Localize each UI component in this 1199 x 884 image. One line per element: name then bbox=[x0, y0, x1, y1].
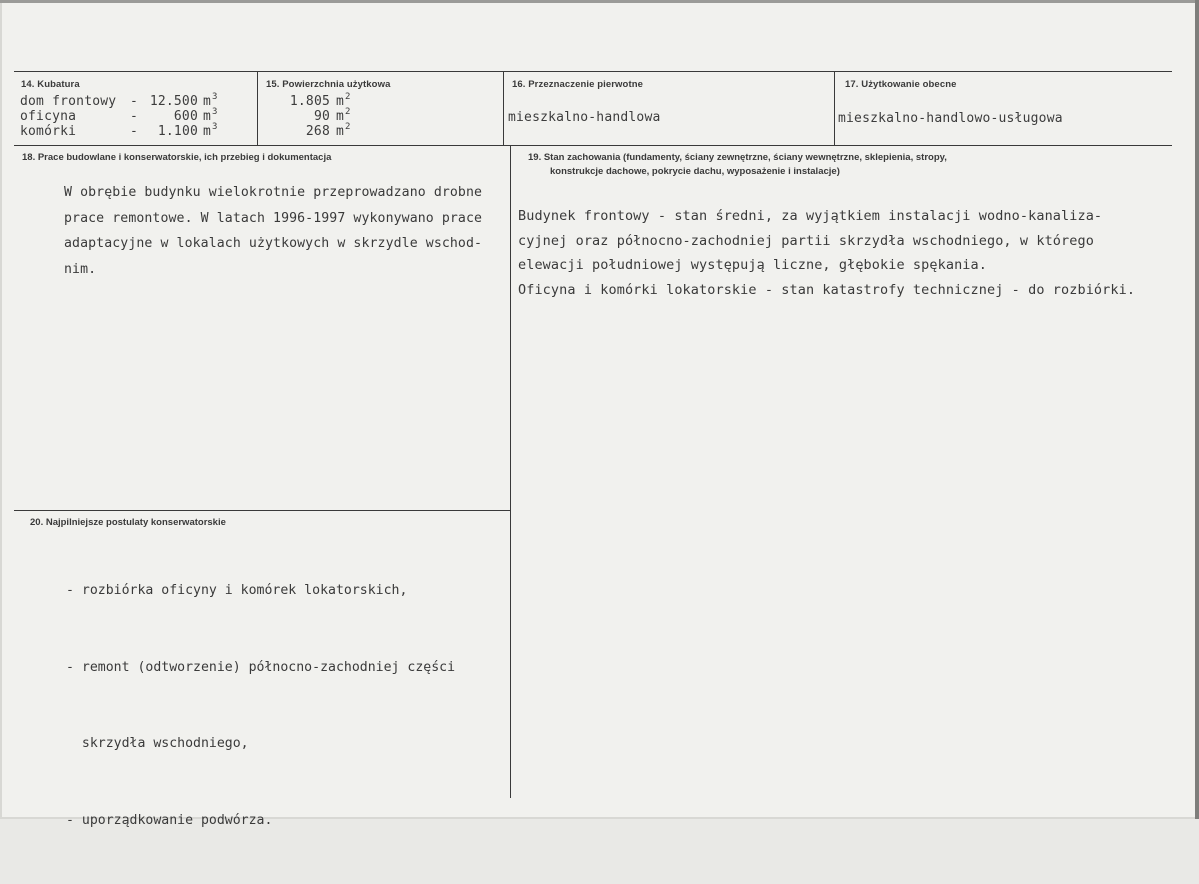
kubatura-dashes bbox=[130, 94, 138, 139]
area-unit: m bbox=[336, 124, 345, 139]
area-values bbox=[268, 94, 330, 139]
rule-col-16-17 bbox=[834, 72, 835, 145]
area-row-value: 90 bbox=[313, 109, 330, 124]
area-row-value: 1.805 bbox=[289, 94, 330, 109]
field-14-header: 14. Kubatura bbox=[21, 79, 80, 90]
list-line: - remont (odtworzenie) północno-zachodniej części bbox=[66, 659, 456, 675]
text-line: prace remontowe. W latach 1996-1997 wykonywano prace bbox=[64, 210, 483, 226]
area-unit-exponent: 2 bbox=[345, 122, 351, 132]
text-line: elewacji południowej występują liczne, głębokie spękania. bbox=[518, 257, 987, 273]
kubatura-unit-exponent: 3 bbox=[212, 122, 218, 132]
text-line: W obrębie budynku wielokrotnie przeprowadzano drobne bbox=[64, 185, 483, 200]
area-unit-exponent: 2 bbox=[345, 92, 351, 102]
kubatura-row-value: 1.100 bbox=[157, 124, 198, 139]
text-line: Oficyna i komórki lokatorskie - stan katastrofy technicznej - do rozbiórki. bbox=[518, 281, 1136, 298]
rule-top bbox=[14, 71, 1172, 72]
area-unit-exponent: 2 bbox=[345, 107, 351, 117]
rule-col-15-16 bbox=[503, 72, 504, 145]
field-19-header-line1: 19. Stan zachowania (fundamenty, ściany zewnętrzne, ściany wewnętrzne, sklepienia, stropy, bbox=[528, 152, 947, 163]
original-purpose-value: mieszkalno-handlowa bbox=[508, 110, 661, 125]
kubatura-unit-exponent: 3 bbox=[212, 92, 218, 102]
field-15-header: 15. Powierzchnia użytkowa bbox=[266, 79, 391, 90]
kubatura-units bbox=[203, 94, 218, 139]
kubatura-row-label: komórki bbox=[20, 124, 77, 139]
text-line: Budynek frontowy - stan średni, za wyjątkiem instalacji wodno-kanaliza- bbox=[518, 208, 1103, 224]
list-line: - uporządkowanie podwórza. bbox=[66, 812, 273, 828]
text-line: cyjnej oraz północno-zachodniej partii skrzydła wschodniego, w którego bbox=[518, 232, 1094, 249]
rule-col-18-19 bbox=[510, 146, 511, 798]
kubatura-labels bbox=[20, 94, 116, 139]
field-16-header: 16. Przeznaczenie pierwotne bbox=[512, 79, 643, 90]
area-units bbox=[336, 94, 351, 139]
kubatura-row-label: dom frontowy bbox=[20, 94, 117, 109]
area-row-value: 268 bbox=[305, 124, 330, 139]
field-18-text bbox=[64, 180, 482, 282]
field-19-text bbox=[518, 204, 1135, 302]
text-line: nim. bbox=[64, 261, 97, 277]
card-right-edge bbox=[1195, 0, 1199, 819]
kubatura-unit: m bbox=[203, 94, 212, 109]
kubatura-row-dash: - bbox=[130, 94, 139, 109]
kubatura-values bbox=[140, 94, 198, 139]
field-17-header: 17. Użytkowanie obecne bbox=[845, 79, 957, 90]
current-use-value: mieszkalno-handlowo-usługowa bbox=[838, 111, 1063, 126]
kubatura-unit: m bbox=[203, 109, 212, 124]
kubatura-row-label: oficyna bbox=[20, 109, 77, 124]
area-unit: m bbox=[336, 94, 345, 109]
field-19-header-line2: konstrukcje dachowe, pokrycie dachu, wyposażenie i instalacje) bbox=[550, 166, 840, 177]
card-top-edge bbox=[0, 0, 1199, 3]
kubatura-unit-exponent: 3 bbox=[212, 107, 218, 117]
list-line: skrzydła wschodniego, bbox=[66, 736, 249, 751]
text-line: adaptacyjne w lokalach użytkowych w skrzydle wschod- bbox=[64, 236, 483, 251]
kubatura-row-value: 12.500 bbox=[149, 94, 198, 109]
rule-col-14-15 bbox=[257, 72, 258, 145]
field-18-header: 18. Prace budowlane i konserwatorskie, ich przebieg i dokumentacja bbox=[22, 152, 332, 163]
kubatura-unit: m bbox=[203, 124, 212, 139]
rule-row1-bottom bbox=[14, 145, 1172, 146]
field-20-header: 20. Najpilniejsze postulaty konserwatorskie bbox=[30, 517, 226, 528]
kubatura-row-value: 600 bbox=[173, 109, 198, 124]
field-20-list bbox=[66, 527, 455, 884]
list-line: - rozbiórka oficyny i komórek lokatorskich, bbox=[66, 583, 408, 598]
kubatura-row-dash: - bbox=[130, 109, 139, 124]
rule-section20-top bbox=[14, 510, 511, 511]
kubatura-row-dash: - bbox=[130, 124, 139, 139]
area-unit: m bbox=[336, 109, 345, 124]
